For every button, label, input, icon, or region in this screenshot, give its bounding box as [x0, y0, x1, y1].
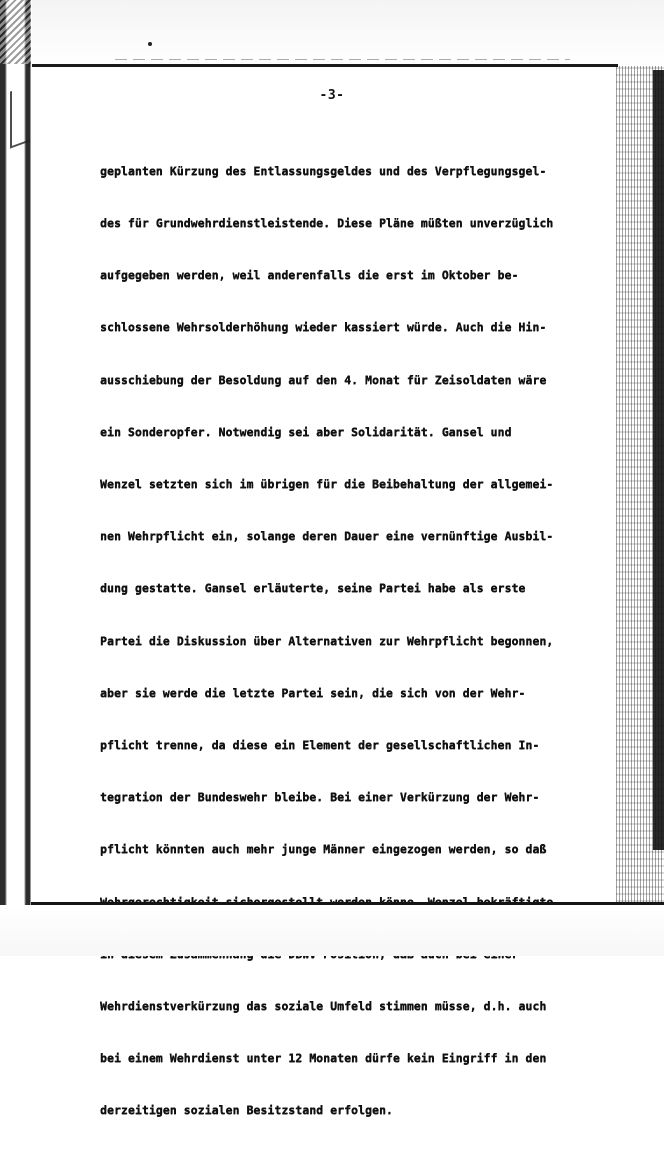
text-line: tegration der Bundeswehr bleibe. Bei einer Verkürzung der Wehr-: [100, 790, 540, 805]
text-line: schlossene Wehrsolderhöhung wieder kassiert würde. Auch die Hin-: [100, 320, 547, 335]
text-line: derzeitigen sozialen Besitzstand erfolgen.: [100, 1103, 393, 1118]
text-line: Partei die Diskussion über Alternativen zur Wehrpflicht begonnen,: [100, 633, 554, 648]
text-line: des für Grundwehrdienstleistende. Diese Pläne müßten unverzüglich: [100, 216, 554, 231]
text-line: ein Sonderopfer. Notwendig sei aber Solidarität. Gansel und: [100, 424, 512, 439]
document-text-block: [100, 128, 570, 1155]
text-line: aufgegeben werden, weil anderenfalls die erst im Oktober be-: [100, 268, 519, 283]
text-line: nen Wehrpflicht ein, solange deren Dauer eine vernünftige Ausbil-: [100, 529, 554, 544]
faint-top-text-fragment: [115, 59, 570, 60]
text-line: pflicht könnten auch mehr junge Männer eingezogen werden, so daß: [100, 842, 547, 857]
text-line: Wehrdienstverkürzung das soziale Umfeld stimmen müsse, d.h. auch: [100, 999, 547, 1014]
paper-top-border: [28, 64, 618, 67]
text-line: pflicht trenne, da diese ein Element der gesellschaftlichen In-: [100, 738, 540, 753]
text-line: Wenzel setzten sich im übrigen für die Beibehaltung der allgemei-: [100, 477, 554, 492]
scan-top-edge: [0, 0, 664, 66]
scan-speck: [148, 42, 152, 46]
page-number: -3-: [319, 88, 345, 103]
scan-bottom-edge: [0, 905, 664, 956]
text-line: aber sie werde die letzte Partei sein, die sich von der Wehr-: [100, 685, 526, 700]
text-line: bei einem Wehrdienst unter 12 Monaten dürfe kein Eingriff in den: [100, 1051, 547, 1066]
right-scan-edge: [653, 70, 664, 850]
text-line: ausschiebung der Besoldung auf den 4. Monat für Zeisoldaten wäre: [100, 372, 547, 387]
text-line: dung gestatte. Gansel erläuterte, seine Partei habe als erste: [100, 581, 526, 596]
left-scan-noise: [0, 0, 31, 64]
text-line: geplanten Kürzung des Entlassungsgeldes und des Verpflegungsgel-: [100, 163, 547, 178]
